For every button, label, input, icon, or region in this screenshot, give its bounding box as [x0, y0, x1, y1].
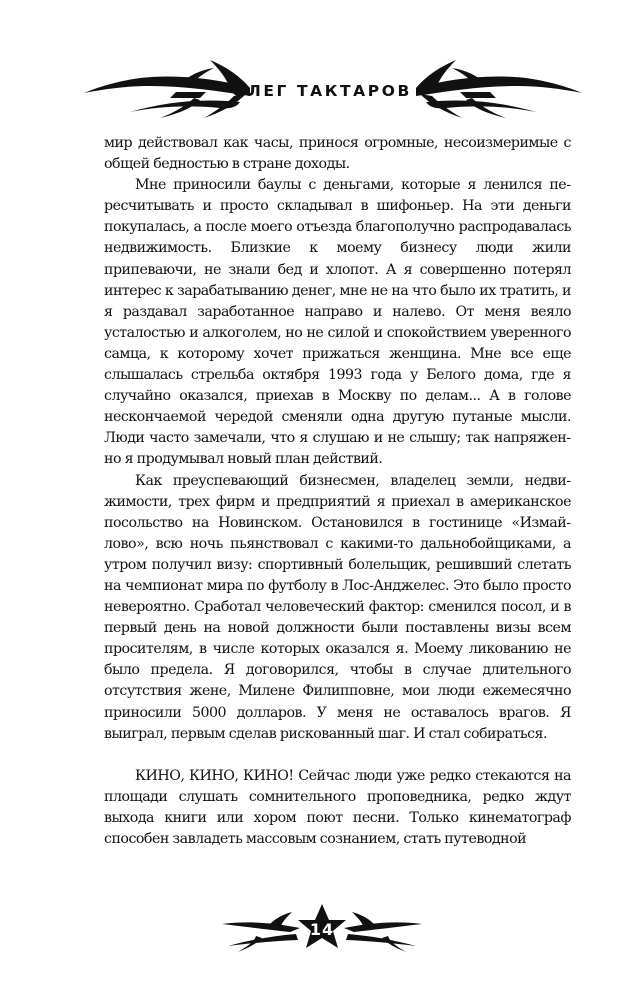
page-number: 14	[309, 920, 335, 939]
page-body-text	[104, 133, 571, 850]
page-footer	[0, 900, 644, 960]
paragraph: Мне приносили баулы с деньгами, которые я ленился пересчитывать и просто складывал в шифоньер. На эти деньги покупалась, а после моего отъезда благополучно распродавалась недвижимость. Близкие к моему бизнесу люди жили припеваючи, не знали бед и хлопот. А я совершенно потерял интерес к зарабатыванию денег, мне не на что было их тратить, и я раздавал заработанное направо и налево. От меня веяло усталостью и алкоголем, но не силой и спокойствием уверенного самца, к которому хочет прижаться женщина. Мне все еще слышалась стрельба октября 1993 года у Белого дома, где я случайно оказался, приехав в Москву по делам... А в голове нескончаемой чередой сменяли одна другую путаные мысли. Люди часто замечали, что я слушаю и не слышу; так напряженно я продумывал новый план действий.	[104, 177, 571, 468]
running-header	[0, 58, 644, 124]
paragraph: КИНО, КИНО, КИНО! Сейчас люди уже редко стекаются на площади слушать сомнительного проповедника, редко ждут выхода книги или хором поют песни. Только кинематограф способен завладеть массовым сознанием, стать путеводной	[104, 767, 571, 847]
paragraph-continuation: мир действовал как часы, принося огромные, несоизмеримые с общей бедностью в стране доходы.	[104, 135, 571, 173]
paragraph: Как преуспевающий бизнесмен, владелец земли, недвижимости, трех фирм и предприятий я приехал в американское посольство на Новинском. Остановился в гостинице «Измайлово», всю ночь пьянствовал с какими-то дальнобойщиками, а утром получил визу: спортивный болельщик, решивший слетать на чемпионат мира по футболу в Лос-Анджелес. Это было просто невероятно. Сработал человеческий фактор: сменился посол, и в первый день на новой должности были поставлены визы всем просителям, в числе которых оказался я. Моему ликованию не было предела. Я договорился, чтобы в случае длительного отсутствия жене, Милене Филипповне, мои люди ежемесячно приносили 5000 долларов. У меня не оставалось врагов. Я выиграл, первым сделав рискованный шаг. И стал собираться.	[104, 472, 571, 742]
running-head-title: ОЛЕГ ТАКТАРОВ	[232, 82, 412, 100]
